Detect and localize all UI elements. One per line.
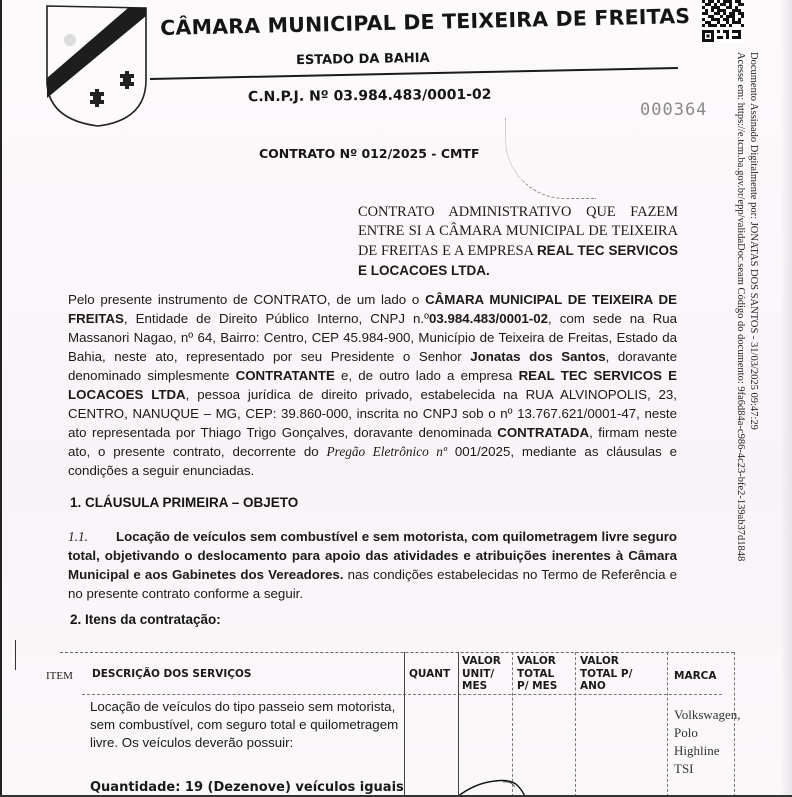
row-description: Locação de veículos do tipo passeio sem motorista, sem combustível, com seguro total e quilometragem livre. Os veículos deverão possuir:: [90, 699, 399, 750]
coat-of-arms-icon: [46, 2, 150, 128]
table-column-divider: [667, 652, 669, 797]
header-line: VALOR: [517, 655, 556, 667]
preamble-text: e, de outro lado a empresa: [334, 368, 519, 383]
header-unit-value: [462, 655, 501, 693]
header-line: TOTAL: [517, 667, 555, 680]
clause-number: 1.1.: [68, 529, 88, 544]
contract-summary: [358, 203, 678, 281]
items-section-title: 2. Itens da contratação:: [70, 612, 221, 627]
header-line: TOTAL P/: [580, 667, 633, 680]
qr-code-icon[interactable]: [702, 0, 744, 42]
header-item: ITEM: [46, 670, 73, 682]
president-name: Jonatas dos Santos: [470, 349, 606, 364]
preamble-text: 001/2025, mediante as cláusulas e condições a seguir enunciadas.: [68, 444, 677, 478]
clause-object-bold: Locação de veículos sem combustível e sem motorista, com quilometragem livre seguro total, objetivando o deslocamento para apoio das atividades e atribuições inerentes à Câmara Municipal e aos Gabinetes dos Vereadores.: [68, 529, 677, 582]
institution-cnpj: C.N.P.J. Nº 03.984.483/0001-02: [247, 86, 492, 106]
contracting-party-cnpj: 03.984.483/0001-02: [428, 311, 549, 326]
table-header-border: [82, 694, 722, 696]
digital-signature-line: Documento Assinado Digitalmente por: JONATAS DOS SANTOS - 31/03/2025 09:47:29: [748, 52, 759, 430]
contract-summary-text: CONTRATO ADMINISTRATIVO QUE FAZEM ENTRE SI A CÂMARA MUNICIPAL DE TEIXEIRA DE FREITAS E A EMPRESA: [358, 204, 678, 259]
preamble-text: Pelo presente instrumento de CONTRATO, de um lado o: [68, 292, 426, 307]
table-column-divider: [575, 652, 577, 797]
page-edge-mark: [15, 640, 16, 670]
preamble-text: , com sede na Rua Massanori Nagao, nº 64, Bairro: Centro, CEP 45.984-900, Município de Teixeira de Freitas, Estado da Bahia, neste ato, representado por seu Presidente o Senhor: [68, 311, 678, 364]
clause-object-text: nas condições estabelecidas no Termo de Referência e no presente contrato conforme a seguir.: [68, 567, 677, 601]
header-line: UNIT/: [462, 667, 495, 680]
preamble-text: , Entidade de Direito Público Interno, CNPJ n.º: [123, 311, 429, 326]
table-top-border: [60, 652, 734, 654]
header-line: P/ MES: [517, 680, 558, 692]
header-description: DESCRIÇÃO DOS SERVIÇOS: [92, 668, 252, 680]
institution-state: ESTADO DA BAHIA: [295, 50, 430, 69]
header-total-month: [517, 655, 557, 693]
header-divider: [150, 67, 678, 80]
table-column-divider: [734, 652, 736, 797]
contracted-company-name: REAL TEC SERVICOS E LOCACOES LTDA: [68, 368, 678, 402]
clause-1-title: 1. CLÁUSULA PRIMEIRA – OBJETO: [70, 495, 299, 510]
contractor-name: REAL TEC SERVICOS E LOCACOES LTDA.: [358, 243, 679, 278]
preamble-text: , firmam neste ato, o presente contrato, decorrente do: [68, 425, 677, 459]
page-fold-shadow: [780, 0, 792, 797]
header-total-year: [580, 655, 632, 693]
header-brand: MARCA: [674, 670, 717, 682]
handwritten-signature-icon: [455, 775, 545, 797]
contract-number: CONTRATO Nº 012/2025 - CMTF: [259, 146, 480, 161]
preamble-text: , doravante denominado simplesmente: [68, 349, 677, 383]
row-brand: Volkswagen, Polo Highline TSI: [674, 707, 741, 776]
preamble-text: , pessoa jurídica de direito privado, estabelecida na RUA ALVINOPOLIS, 23, CENTRO, NANUQUE – MG, CEP: 39.860-000, inscrita no CNPJ sob o nº 13.767.621/0001-47, neste ato representada por Thiago Trigo Gonçalves, doravante denominada: [68, 387, 677, 440]
header-line: VALOR: [580, 655, 619, 667]
contract-preamble: [68, 290, 677, 480]
digital-signature-notice: [734, 52, 760, 561]
faded-seal-stamp: [505, 118, 596, 199]
institution-name: CÂMARA MUNICIPAL DE TEIXEIRA DE FREITAS: [160, 3, 691, 40]
clause-1-1-body: [68, 527, 677, 603]
page-number-stamp: 000364: [640, 100, 708, 120]
row-quantity-note: Quantidade: 19 (Dezenove) veículos iguais: [90, 780, 404, 795]
contratante-label: CONTRATANTE: [235, 368, 335, 383]
header-line: ANO: [580, 680, 606, 692]
header-quantity: QUANT: [409, 668, 451, 680]
header-line: MES: [462, 680, 488, 692]
validation-url-line[interactable]: Acesse em: https://e.tcm.ba.gov.br/epp/validaDoc.seam Código do documento: 9fa6d84a-c986-4c23-bfe2-139ab37d1848: [735, 52, 746, 562]
procurement-type: Pregão Eletrônico nº: [326, 444, 448, 459]
contratada-label: CONTRATADA: [497, 425, 590, 440]
header-line: VALOR: [462, 655, 501, 667]
page-edge-left: [0, 0, 2, 797]
contracting-party-name: CÂMARA MUNICIPAL DE TEIXEIRA DE FREITAS: [68, 292, 677, 326]
